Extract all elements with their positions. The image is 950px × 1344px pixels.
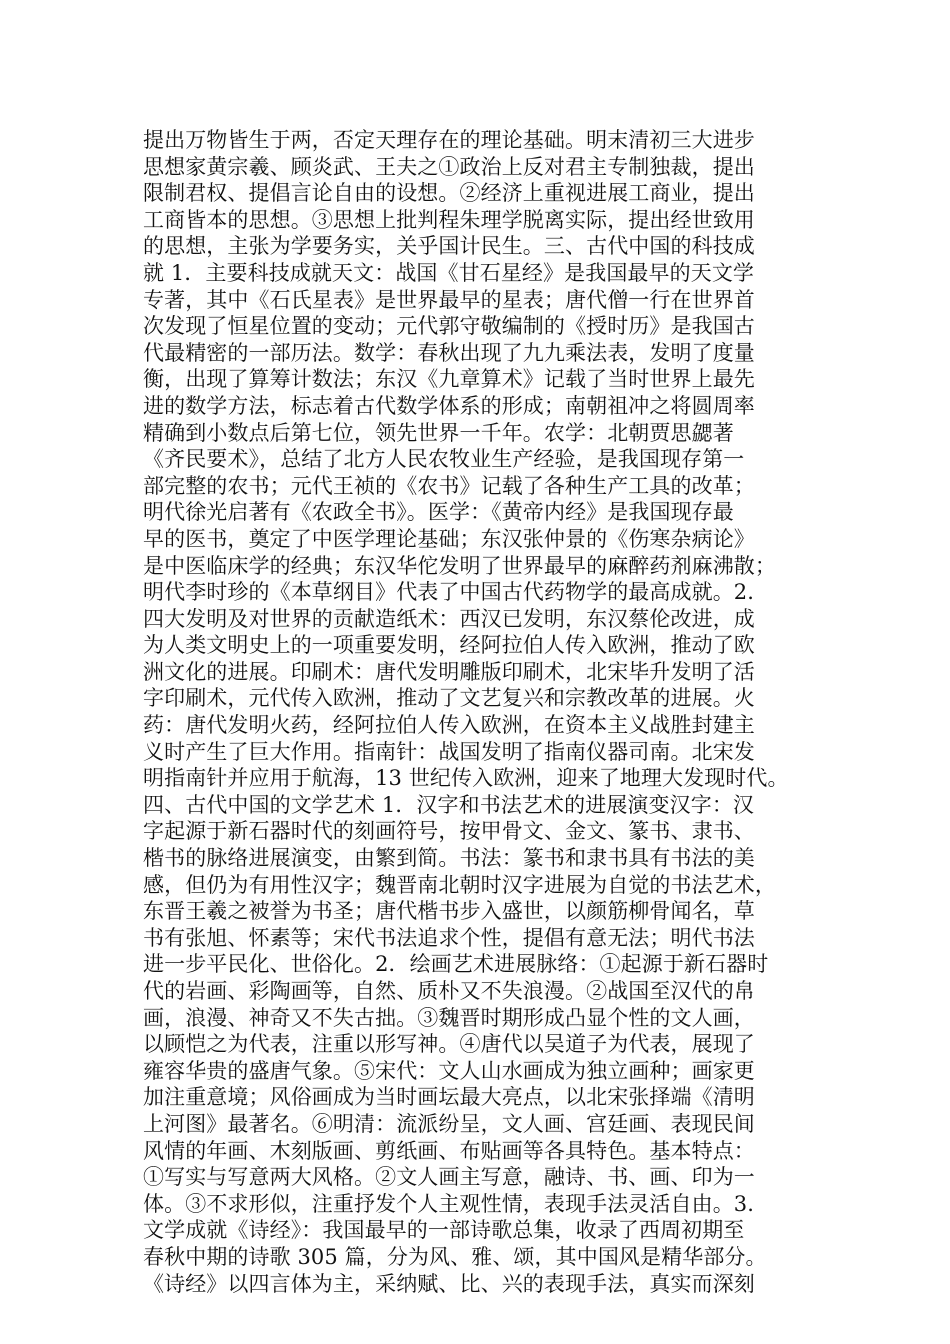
text-line: 的思想，主张为学要务实，关乎国计民生。三、古代中国的科技成 — [143, 234, 755, 259]
text-line: 衡，出现了算筹计数法；东汉《九章算术》记载了当时世界上最先 — [143, 367, 755, 392]
text-line: ①写实与写意两大风格。②文人画主写意，融诗、书、画、印为一 — [143, 1165, 755, 1190]
text-line: 明代李时珍的《本草纲目》代表了中国古代药物学的最高成就。2. — [143, 580, 755, 605]
text-line: 以顾恺之为代表，注重以形写神。④唐代以吴道子为代表，展现了 — [143, 1032, 755, 1057]
text-line: 早的医书，奠定了中医学理论基础；东汉张仲景的《伤寒杂病论》 — [143, 526, 755, 551]
text-line: 加注重意境；风俗画成为当时画坛最大亮点，以北宋张择端《清明 — [143, 1085, 755, 1110]
text-line: 代的岩画、彩陶画等，自然、质朴又不失浪漫。②战国至汉代的帛 — [143, 979, 755, 1003]
text-line: 四、古代中国的文学艺术 1．汉字和书法艺术的进展演变汉字：汉 — [143, 792, 755, 817]
text-line: 春秋中期的诗歌 305 篇，分为风、雅、颂，其中国风是精华部分。 — [143, 1244, 767, 1269]
text-line: 部完整的农书；元代王祯的《农书》记载了各种生产工具的改革； — [143, 473, 755, 498]
text-line: 精确到小数点后第七位，领先世界一千年。农学：北朝贾思勰著 — [143, 420, 734, 445]
text-line: 字起源于新石器时代的刻画符号，按甲骨文、金文、篆书、隶书、 — [143, 819, 755, 844]
text-line: 东晋王羲之被誉为书圣；唐代楷书步入盛世，以颜筋柳骨闻名，草 — [143, 899, 755, 924]
text-line: 进一步平民化、世俗化。2．绘画艺术进展脉络：①起源于新石器时 — [143, 952, 769, 977]
text-line: 次发现了恒星位置的变动；元代郭守敬编制的《授时历》是我国古 — [143, 314, 755, 339]
text-line: 义时产生了巨大作用。指南针：战国发明了指南仪器司南。北宋发 — [143, 739, 755, 764]
text-line: 文学成就《诗经》：我国最早的一部诗歌总集，收录了西周初期至 — [143, 1218, 745, 1243]
text-line: 工商皆本的思想。③思想上批判程朱理学脱离实际，提出经世致用 — [143, 207, 755, 232]
text-line: 上河图》最著名。⑥明清：流派纷呈，文人画、宫廷画、表现民间 — [143, 1111, 755, 1136]
text-line: 代最精密的一部历法。数学：春秋出现了九九乘法表，发明了度量 — [143, 340, 755, 365]
text-line: 感，但仍为有用性汉字；魏晋南北朝时汉字进展为自觉的书法艺术， — [143, 872, 776, 897]
text-line: 洲文化的进展。印刷术：唐代发明雕版印刷术，北宋毕升发明了活 — [143, 659, 755, 684]
body-text — [143, 127, 811, 1297]
text-line: 药：唐代发明火药，经阿拉伯人传入欧洲，在资本主义战胜封建主 — [143, 713, 755, 738]
text-line: 风情的年画、木刻版画、剪纸画、布贴画等各具特色。基本特点： — [143, 1138, 755, 1163]
text-line: 楷书的脉络进展演变，由繁到简。书法：篆书和隶书具有书法的美 — [143, 846, 755, 871]
text-line: 字印刷术，元代传入欧洲，推动了文艺复兴和宗教改革的进展。火 — [143, 686, 755, 711]
text-line: 思想家黄宗羲、顾炎武、王夫之①政治上反对君主专制独裁，提出 — [143, 154, 755, 179]
text-line: 《诗经》以四言体为主，采纳赋、比、兴的表现手法，真实而深刻 — [143, 1271, 755, 1296]
text-line: 书有张旭、怀素等；宋代书法追求个性，提倡有意无法；明代书法 — [143, 925, 755, 950]
text-line: 为人类文明史上的一项重要发明，经阿拉伯人传入欧洲，推动了欧 — [143, 633, 755, 658]
text-line: 就 1．主要科技成就天文：战国《甘石星经》是我国最早的天文学 — [143, 260, 755, 285]
text-line: 明代徐光启著有《农政全书》。医学：《黄帝内经》是我国现存最 — [143, 500, 734, 525]
text-line: 明指南针并应用于航海，13 世纪传入欧洲，迎来了地理大发现时代。 — [143, 766, 789, 791]
text-line: 体。③不求形似，注重抒发个人主观性情，表现手法灵活自由。3. — [143, 1191, 755, 1216]
text-line: 专著，其中《石氏星表》是世界最早的星表；唐代僧一行在世界首 — [143, 287, 755, 312]
text-line: 是中医临床学的经典；东汉华佗发明了世界最早的麻醉药剂麻沸散； — [143, 553, 776, 578]
text-line: 限制君权、提倡言论自由的设想。②经济上重视进展工商业，提出 — [143, 181, 755, 206]
text-line: 雍容华贵的盛唐气象。⑤宋代：文人山水画成为独立画种；画家更 — [143, 1058, 755, 1083]
text-line: 进的数学方法，标志着古代数学体系的形成；南朝祖冲之将圆周率 — [143, 393, 755, 418]
text-line: 《齐民要术》，总结了北方人民农牧业生产经验，是我国现存第一 — [143, 447, 745, 472]
text-line: 画，浪漫、神奇又不失古拙。③魏晋时期形成凸显个性的文人画， — [143, 1005, 755, 1030]
text-line: 四大发明及对世界的贡献造纸术：西汉已发明，东汉蔡伦改进，成 — [143, 606, 755, 631]
text-line: 提出万物皆生于两，否定天理存在的理论基础。明末清初三大进步 — [143, 128, 755, 152]
